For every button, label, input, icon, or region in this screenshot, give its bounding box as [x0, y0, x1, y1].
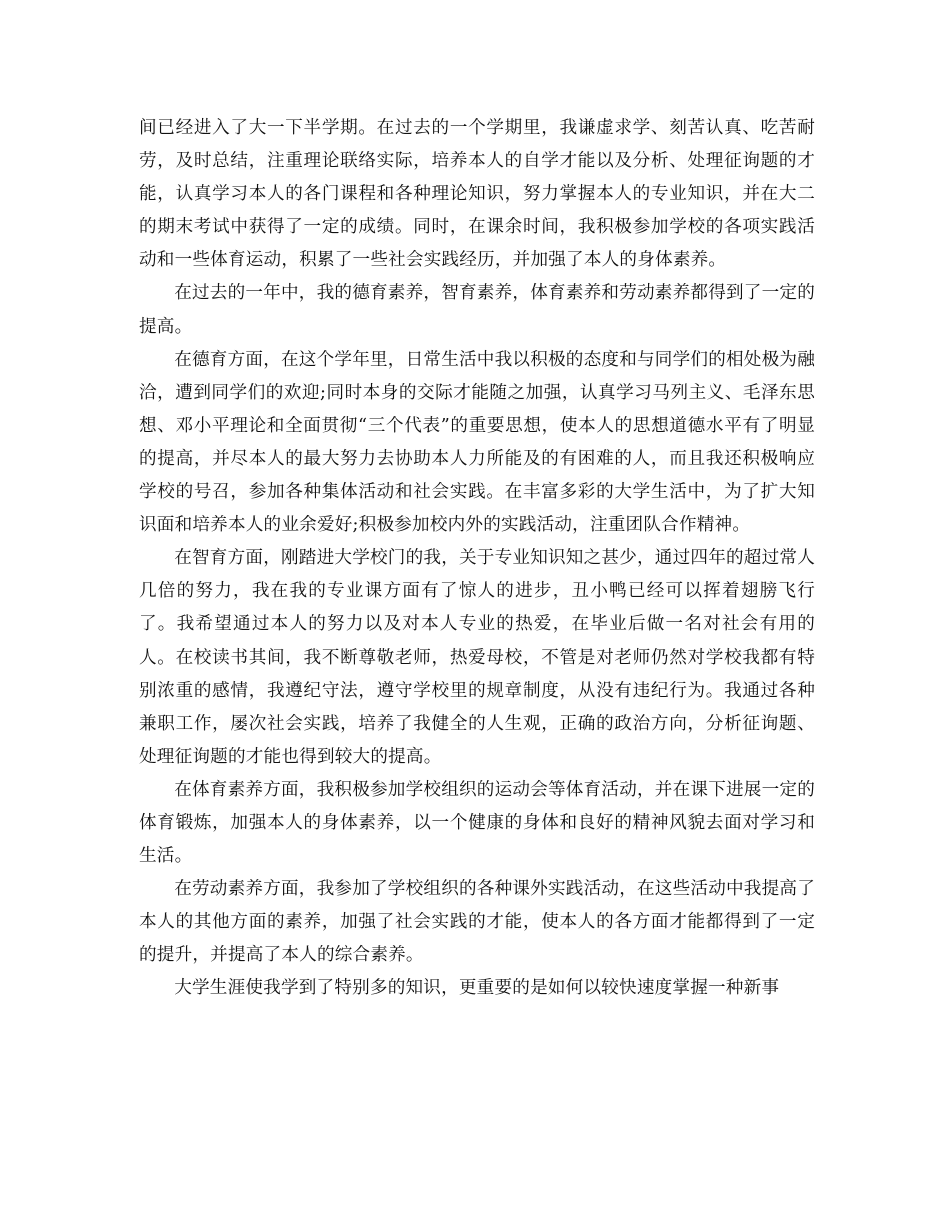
paragraph-6: 在劳动素养方面，我参加了学校组织的各种课外实践活动，在这些活动中我提高了本人的其他方面的素养，加强了社会实践的才能，使本人的各方面才能都得到了一定的提升，并提高了本人的综合素养。 [139, 879, 815, 966]
document-body [139, 112, 815, 1006]
paragraph-1: 间已经进入了大一下半学期。在过去的一个学期里，我谦虚求学、刻苦认真、吃苦耐劳，及时总结，注重理论联络实际，培养本人的自学才能以及分析、处理征询题的才能，认真学习本人的各门课程和各种理论知识，努力掌握本人的专业知识，并在大二的期末考试中获得了一定的成绩。同时，在课余时间，我积极参加学校的各项实践活动和一些体育运动，积累了一些社会实践经历，并加强了本人的身体素养。 [139, 118, 815, 271]
paragraph-3: 在德育方面，在这个学年里，日常生活中我以积极的态度和与同学们的相处极为融洽，遭到同学们的欢迎;同时本身的交际才能随之加强，认真学习马列主义、毛泽东思想、邓小平理论和全面贯彻“三个代表”的重要思想，使本人的思想道德水平有了明显的提高，并尽本人的最大努力去协助本人力所能及的有困难的人，而且我还积极响应学校的号召，参加各种集体活动和社会实践。在丰富多彩的大学生活中，为了扩大知识面和培养本人的业余爱好;积极参加校内外的实践活动，注重团队合作精神。 [139, 349, 815, 536]
paragraph-2: 在过去的一年中，我的德育素养，智育素养，体育素养和劳动素养都得到了一定的提高。 [139, 283, 815, 337]
paragraph-5: 在体育素养方面，我积极参加学校组织的运动会等体育活动，并在课下进展一定的体育锻炼，加强本人的身体素养，以一个健康的身体和良好的精神风貌去面对学习和生活。 [139, 779, 815, 867]
paragraph-7: 大学生涯使我学到了特别多的知识，更重要的是如何以较快速度掌握一种新事 [174, 978, 780, 999]
paragraph-4: 在智育方面，刚踏进大学校门的我，关于专业知识知之甚少，通过四年的超过常人几倍的努力，我在我的专业课方面有了惊人的进步，丑小鸭已经可以挥着翅膀飞行了。我希望通过本人的努力以及对本人专业的热爱，在毕业后做一名对社会有用的人。在校读书其间，我不断尊敬老师，热爱母校，不管是对老师仍然对学校我都有特别浓重的感情，我遵纪守法，遵守学校里的规章制度，从没有违纪行为。我通过各种兼职工作，屡次社会实践，培养了我健全的人生观，正确的政治方向，分析征询题、处理征询题的才能也得到较大的提高。 [139, 548, 815, 767]
